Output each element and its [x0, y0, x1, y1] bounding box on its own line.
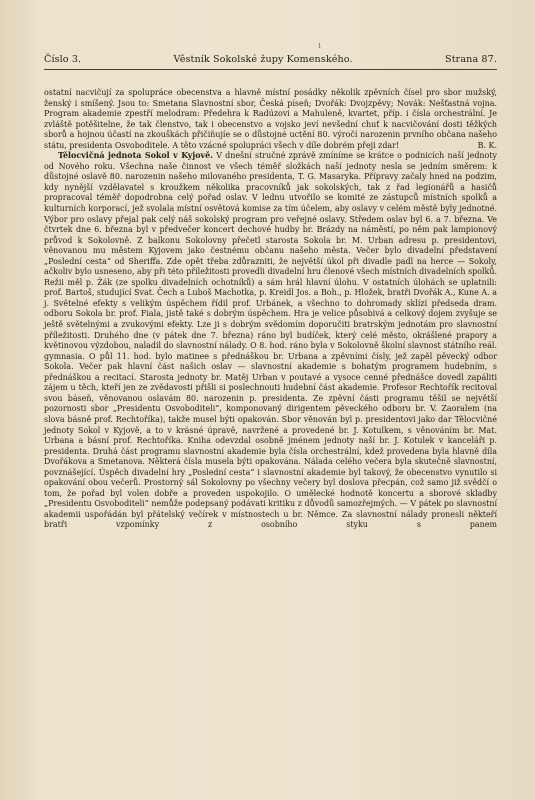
header-page-number: Strana 87.	[445, 54, 497, 65]
paragraph-text: V dnešní stručné zprávě zmíníme se krátce o podnicích naší jednoty od Nového roku. Všechna naše činnost ve všech téměř složkách naší jednoty nesla se jedním směrem: k důstojné oslavě 80. narozenin našeho milovaného presidenta, T. G. Masaryka. Přípravy začaly hned na podzim, kdy nynější vzdělavatel s kroužkem několika pracovníků jak sokolských, tak z řad legionářů a hasičů propracoval téměř dopodrobna celý pořad oslav. V lednu utvořilo se komité ze zástupců místních spolků a kulturních korporací, jež svolala místní osvětová komise za tím účelem, aby oslavy v celém městě byly jednotné. Výbor pro oslavy přejal pak celý náš sokolský program pro veřejné oslavy. Středem oslav byl 6. a 7. března. Ve čtvrtek dne 6. března byl v předvečer koncert dechové hudby br. Brázdy na náměstí, po něm pak lampionový průvod k Sokolovně. Z balkonu Sokolovny přečetl starosta Sokola br. M. Urban adresu p. presidentovi, věnovanou mu městem Kyjovem jako čestnému občanu našeho města. Večer bylo divadelní představení „Poslední cesta“ od Sheriffa. Zde opět třeba zdůrazniti, že největší úkol při divadle padl na herce — Sokoly, ačkoliv bylo usneseno, aby při této příležitosti provedli divadelní hru členové všech místních divadelních spolků. Režii měl p. Žák (ze spolku divadelních ochotníků) a sám hrál hlavní úlohu. V ostatních úlohách se uplatnili: prof. Bartoš, studující Svat. Čech a Luboš Machotka, p. Kreidl Jos. a Boh., p. Hložek, bratři Dvořák A., Kune A. a j. Světelné efekty s velikým úspěchem řídil prof. Urbánek, a všechno to dohromady sklízí předseda dram. odboru Sokola br. prof. Fiala, jistě také s dobrým úspěchem. Hra je velice působivá a celkový dojem zvyšuje se ještě světelnými a zvukovými efekty. Lze ji s dobrým svědomím doporučiti bratrským jednotám pro slavnostní příležitosti. Druhého dne (v pátek dne 7. března) ráno byl budíček, který celé město, okrášlené prapory a květinovou výzdobou, naladil do slavnostní nálady. O 8. hod. ráno byla v Sokolovně školní slavnost státního reál. gymnasia. O půl 11. hod. bylo matinee s přednáškou br. Urbana a zpěvními čísly, jež zapěl pěvecký odbor Sokola. Večer pak hlavní část našich oslav — slavnostní akademie s bohatým programem hudebním, s přednáškou a recitací. Starosta jednoty br. Matěj Urban v poutavé a vysoce cenné přednášce dovedl zapáliti zájem u těch, kteří jen ze zvědavosti přišli si poslechnouti hudební část akademie. Profesor Rechtořík recitoval svou báseň, věnovanou oslavám 80. narozenin p. presidenta. Ze zpěvní části programu těšil se největší pozornosti sbor „Presidentu Osvoboditeli“, komponovaný dirigentem pěveckého odboru br. V. Zaoralem (na slova básně prof. Rechtoříka), takže musel býti opakován. Sbor věnován byl p. presidentovi jako dar Tělocvičné jednoty Sokol v Kyjově, a to v krásné úpravě, navržené a provedené br. J. Kotulkem, s věnováním br. Mat. Urbana a básní prof. Rechtoříka. Kniha odevzdal osobně jménem jednoty naší br. J. Kotulek v kanceláři p. presidenta. Druhá část programu slavnostní akademie byla čísla orchestrální, kdež provedena byla hlavně díla Dvořákova a Smetanova. Některá čísla musela býti opakována. Nálada celého večera byla skutečně slavnostní, povznášející. Úspěch divadelní hry „Poslední cesta“ i slavnostní akademie byl takový, že obecenstvo vynutilo si opakování obou večerů. Prostorný sál Sokolovny po všechny večery byl doslova přecpán, což samo již svědčí o tom, že pořad byl volen dobře a proveden uspokojilo. O umělecké hodnotě koncertu a sborové skladby „Presidentu Osvoboditeli“ nemůže podepsaný podávati kritiku z důvodů samozřejmých. — V pátek po slavnostní akademii uspořádán byl přátelský večírek v místnostech u br. Němce. Za slavnostní nálady pronesli někteří bratři vzpomínky z osobního styku s panem	[44, 151, 497, 530]
page-mark: ı	[318, 41, 321, 51]
running-header	[44, 54, 497, 65]
article-body	[44, 88, 497, 531]
paragraph-kyjov-report	[44, 151, 497, 531]
paragraph-text: ostatní nacvičují za spolupráce obecenstva a hlavně místní posádky několik zpěvních čísel pro sbor mužský, ženský i smíšený. Jsou to: Smetana Slavnostní sbor, Česká píseň; Dvořák: Dvojzpěvy; Novák: Nešťastná vojna. Program akademie zpestří melodram: Předehra k Radúzovi a Mahuleně, kvartet, příp. i čísla orchestrální. Je zvláště potěšitelne, že tak členstvo, tak i obecenstvo a vojsko jeví nevšední chuť k nacvičování dosti těžkých sborů a hojnou účastí na zkouškách přičiňujíe se o důstojné uctění 80. výročí narozenin prvního občana našeho státu, presidenta Osvoboditele. A těto vzácné spolupráci všech v díle dobrém přeji zdar!	[44, 88, 497, 150]
author-signature: B. K.	[477, 140, 497, 150]
header-rule	[44, 69, 497, 70]
section-title: Tělocvičná jednota Sokol v Kyjově.	[58, 151, 213, 161]
paragraph-choir-report	[44, 88, 497, 151]
header-journal-title: Věstník Sokolské župy Komenského.	[173, 54, 353, 65]
header-issue-number: Číslo 3.	[44, 54, 82, 65]
